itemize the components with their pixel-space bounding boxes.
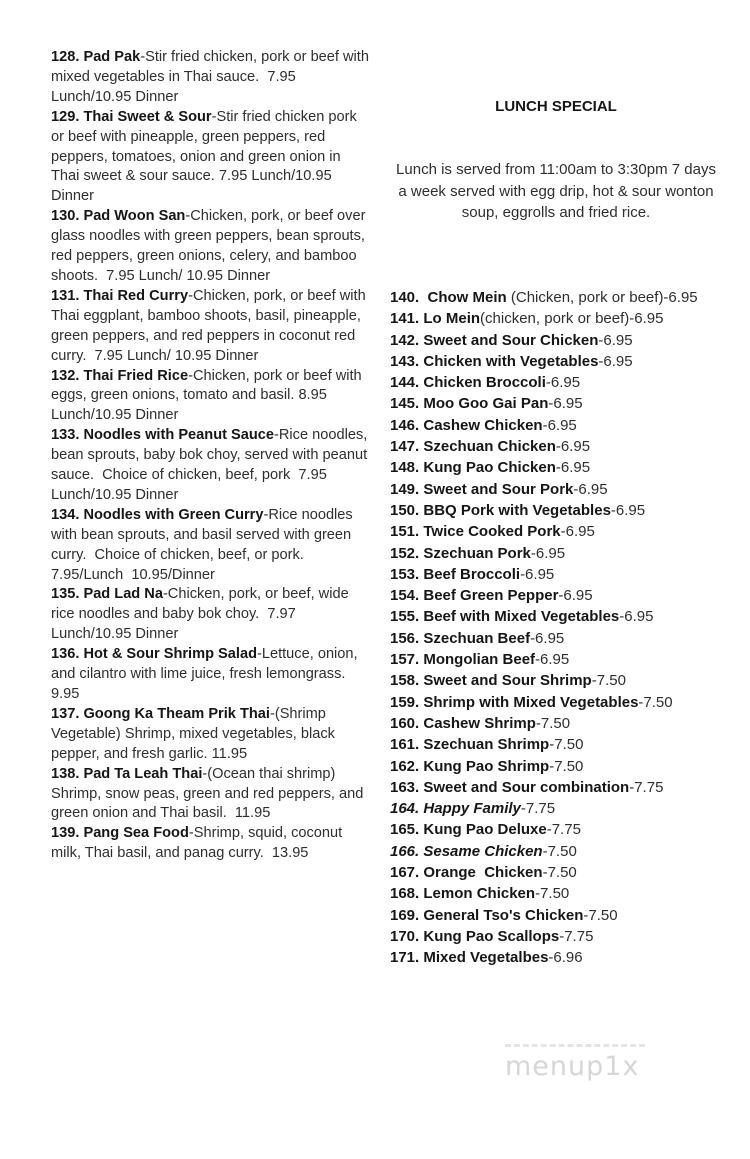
menu-item-130: [51, 207, 369, 287]
item-number-and-name: 171. Mixed Vegetalbes: [390, 949, 549, 967]
item-number-and-name: 133. Noodles with Peanut Sauce: [51, 427, 275, 444]
item-number-and-name: 135. Pad Lad Na: [51, 586, 163, 603]
item-description-price: -7.50: [591, 672, 626, 690]
item-number-and-name: 167. Orange Chicken: [390, 863, 543, 881]
item-number-and-name: 141. Lo Mein: [390, 310, 481, 328]
menu-item-169: [390, 905, 722, 926]
menu-column-right: [390, 53, 722, 990]
item-number-and-name: 145. Moo Goo Gai Pan: [390, 395, 549, 413]
item-number-and-name: 129. Thai Sweet & Sour: [51, 108, 212, 125]
menu-item-149: [390, 479, 722, 500]
menu-item-160: [390, 713, 722, 734]
item-number-and-name: 137. Goong Ka Theam Prik Thai: [51, 705, 270, 722]
item-number-and-name: 147. Szechuan Chicken: [390, 438, 556, 456]
item-description-price: -7.50: [549, 757, 584, 775]
item-description-price: -6.95: [542, 416, 577, 434]
lunch-special-description: Lunch is served from 11:00am to 3:30pm 7 days a week served with egg drip, hot & sour wonton soup, eggrolls and fried rice.: [396, 161, 721, 222]
menu-item-144: [390, 372, 722, 393]
menu-item-131: [51, 287, 369, 367]
item-description-price: -Rice noodles with bean sprouts, and basil served with green curry. Choice of chicken, beef, or pork. 7.95/Lunch 10.95/Dinner: [51, 506, 357, 583]
menu-item-167: [390, 862, 722, 883]
item-number-and-name: 154. Beef Green Pepper: [390, 587, 559, 605]
item-number-and-name: 169. General Tso's Chicken: [390, 906, 584, 924]
item-number-and-name: 161. Szechuan Shrimp: [390, 736, 550, 754]
item-description-price: -Shrimp, squid, coconut milk, Thai basil, and panag curry. 13.95: [51, 825, 347, 862]
item-number-and-name: 142. Sweet and Sour Chicken: [390, 331, 599, 349]
menu-item-140: [390, 287, 722, 308]
item-number-and-name: 163. Sweet and Sour combination: [390, 778, 630, 796]
menu-item-164: [390, 798, 722, 819]
item-description-price: -7.75: [546, 821, 581, 839]
item-description-price: -7.75: [520, 800, 556, 818]
item-description-price: -6.95: [573, 480, 608, 498]
item-description-price: -6.95: [610, 501, 646, 519]
item-number-and-name: 128. Pad Pak: [51, 49, 141, 65]
item-description-price: -Chicken, pork, or beef with Thai eggplant, bamboo shoots, basil, pineapple, green peppers, and red peppers in coconut red curry. 7.95 Lunch/ 10.95 Dinner: [51, 287, 370, 364]
menu-column-left: [51, 48, 374, 864]
menu-item-143: [390, 351, 722, 372]
item-description-price: -6.95: [520, 565, 555, 583]
menu-item-129: [51, 108, 369, 208]
menu-item-148: [390, 457, 722, 478]
item-number-and-name: 143. Chicken with Vegetables: [390, 352, 599, 370]
menu-item-128: [51, 48, 374, 108]
menu-item-158: [390, 670, 722, 691]
menu-item-146: [390, 415, 722, 436]
item-description-price: -6.95: [598, 331, 633, 349]
item-description-price: -7.50: [535, 885, 570, 903]
menu-item-150: [390, 500, 722, 521]
menu-item-165: [390, 819, 722, 840]
item-description-price: -Chicken, pork, or beef over glass noodles with green peppers, bean sprouts, red peppers, green onions, celery, and bamboo shoots. 7.95 Lunch/ 10.95 Dinner: [51, 208, 370, 284]
item-number-and-name: 149. Sweet and Sour Pork: [390, 480, 574, 498]
item-number-and-name: 144. Chicken Broccoli: [390, 374, 546, 392]
item-description-price: -6.96: [548, 949, 583, 967]
item-description-price: -6.95: [555, 459, 591, 477]
item-number-and-name: 155. Beef with Mixed Vegetables: [390, 608, 620, 626]
item-number-and-name: 165. Kung Pao Deluxe: [390, 821, 547, 839]
item-number-and-name: 130. Pad Woon San: [51, 208, 186, 225]
menu-item-153: [390, 564, 722, 585]
item-description-price: -7.50: [583, 906, 618, 924]
item-number-and-name: 160. Cashew Shrimp: [390, 714, 536, 732]
item-number-and-name: 153. Beef Broccoli: [390, 565, 521, 583]
item-number-and-name: 139. Pang Sea Food: [51, 825, 189, 842]
menupix-logo: menup1x: [505, 1051, 640, 1082]
menu-item-145: [390, 393, 722, 414]
menu-item-170: [390, 926, 722, 947]
menu-item-147: [390, 436, 722, 457]
menu-item-161: [390, 734, 722, 755]
item-number-and-name: 131. Thai Red Curry: [51, 287, 189, 304]
menu-item-137: [51, 705, 369, 765]
menu-item-142: [390, 330, 722, 351]
item-description-price: -7.50: [638, 693, 673, 711]
menu-item-163: [390, 777, 722, 798]
menu-item-171: [390, 947, 722, 968]
menu-item-135: [51, 585, 369, 645]
item-description-price: -Chicken, pork, or beef, wide rice noodles and baby bok choy. 7.97 Lunch/10.95 Dinner: [51, 586, 353, 643]
menu-item-133: [51, 426, 372, 506]
item-number-and-name: 134. Noodles with Green Curry: [51, 506, 264, 523]
menupix-watermark: [505, 1044, 653, 1082]
menu-item-159: [390, 692, 722, 713]
menu-item-155: [390, 606, 722, 627]
item-number-and-name: 150. BBQ Pork with Vegetables: [390, 501, 611, 519]
menu-item-132: [51, 367, 369, 427]
menu-item-162: [390, 756, 722, 777]
item-number-and-name: 156. Szechuan Beef: [390, 629, 531, 647]
item-number-and-name: 136. Hot & Sour Shrimp Salad: [51, 646, 257, 663]
menu-item-156: [390, 628, 722, 649]
item-description-price: -6.95: [555, 438, 591, 456]
item-number-and-name: 140. Chow Mein: [390, 288, 507, 306]
item-description-price: -Lettuce, onion, and cilantro with lime juice, fresh lemongrass. 9.95: [51, 646, 362, 702]
item-number-and-name: 168. Lemon Chicken: [390, 885, 536, 903]
item-number-and-name: 166. Sesame Chicken: [390, 842, 543, 860]
item-description-price: -6.95: [548, 395, 583, 413]
menu-item-139: [51, 824, 369, 864]
item-number-and-name: 170. Kung Pao Scallops: [390, 927, 560, 945]
item-number-and-name: 132. Thai Fried Rice: [51, 367, 189, 384]
item-description-price: -7.50: [535, 714, 571, 732]
item-description-price: -6.95: [598, 352, 633, 370]
item-number-and-name: 164. Happy Family: [390, 800, 521, 818]
menu-item-166: [390, 841, 722, 862]
item-number-and-name: 148. Kung Pao Chicken: [390, 459, 556, 477]
menu-item-154: [390, 585, 722, 606]
lunch-items-list: [390, 287, 722, 969]
menu-item-151: [390, 521, 722, 542]
item-description-price: -6.95: [545, 374, 581, 392]
menu-item-152: [390, 543, 722, 564]
item-description-price: -Chicken, pork or beef with eggs, green onions, tomato and basil. 8.95 Lunch/10.95 Dinner: [51, 367, 366, 424]
item-description-price: -7.75: [629, 778, 664, 796]
item-description-price: -(Shrimp Vegetable) Shrimp, mixed vegetables, black pepper, and fresh garlic. 11.95: [51, 705, 339, 762]
item-number-and-name: 151. Twice Cooked Pork: [390, 523, 561, 541]
item-description-price: -7.50: [542, 842, 577, 860]
item-description-price: -Stir fried chicken pork or beef with pineapple, green peppers, red peppers, tomatoes, onion and green onion in Thai sweet & sour sauce. 7.95 Lunch/10.95 Dinner: [51, 108, 361, 205]
menu-item-157: [390, 649, 722, 670]
item-number-and-name: 162. Kung Pao Shrimp: [390, 757, 550, 775]
item-description-price: -7.75: [559, 927, 594, 945]
menu-item-168: [390, 883, 722, 904]
item-description-price: -6.95: [619, 608, 654, 626]
item-description-price: (Chicken, pork or beef)-6.95: [506, 288, 698, 306]
menu-item-134: [51, 506, 369, 586]
item-number-and-name: 159. Shrimp with Mixed Vegetables: [390, 693, 639, 711]
item-description-price: -6.95: [560, 523, 595, 541]
item-number-and-name: 138. Pad Ta Leah Thai: [51, 765, 203, 782]
watermark-dashed-line-icon: [505, 1044, 645, 1047]
lunch-special-title: LUNCH SPECIAL: [495, 97, 617, 115]
item-description-price: -7.50: [542, 863, 577, 881]
menu-item-138: [51, 765, 369, 825]
item-description-price: (chicken, pork or beef)-6.95: [480, 310, 664, 328]
item-number-and-name: 152. Szechuan Pork: [390, 544, 531, 562]
item-number-and-name: 146. Cashew Chicken: [390, 416, 543, 434]
menu-item-136: [51, 645, 369, 705]
item-description-price: -6.95: [530, 544, 566, 562]
item-description-price: -6.95: [558, 587, 593, 605]
item-description-price: -6.95: [535, 651, 570, 669]
item-number-and-name: 158. Sweet and Sour Shrimp: [390, 672, 592, 690]
item-description-price: -(Ocean thai shrimp) Shrimp, snow peas, green and red peppers, and green onion and Thai basil. 11.95: [51, 765, 368, 822]
item-description-price: -7.50: [549, 736, 584, 754]
item-description-price: -6.95: [530, 629, 565, 647]
item-description-price: -Stir fried chicken, pork or beef with mixed vegetables in Thai sauce. 7.95 Lunch/10.95 Dinner: [51, 49, 374, 105]
item-number-and-name: 157. Mongolian Beef: [390, 651, 536, 669]
item-description-price: -Rice noodles, bean sprouts, baby bok choy, served with peanut sauce. Choice of chicken, beef, pork 7.95 Lunch/10.95 Dinner: [51, 427, 372, 503]
menu-item-141: [390, 308, 722, 329]
